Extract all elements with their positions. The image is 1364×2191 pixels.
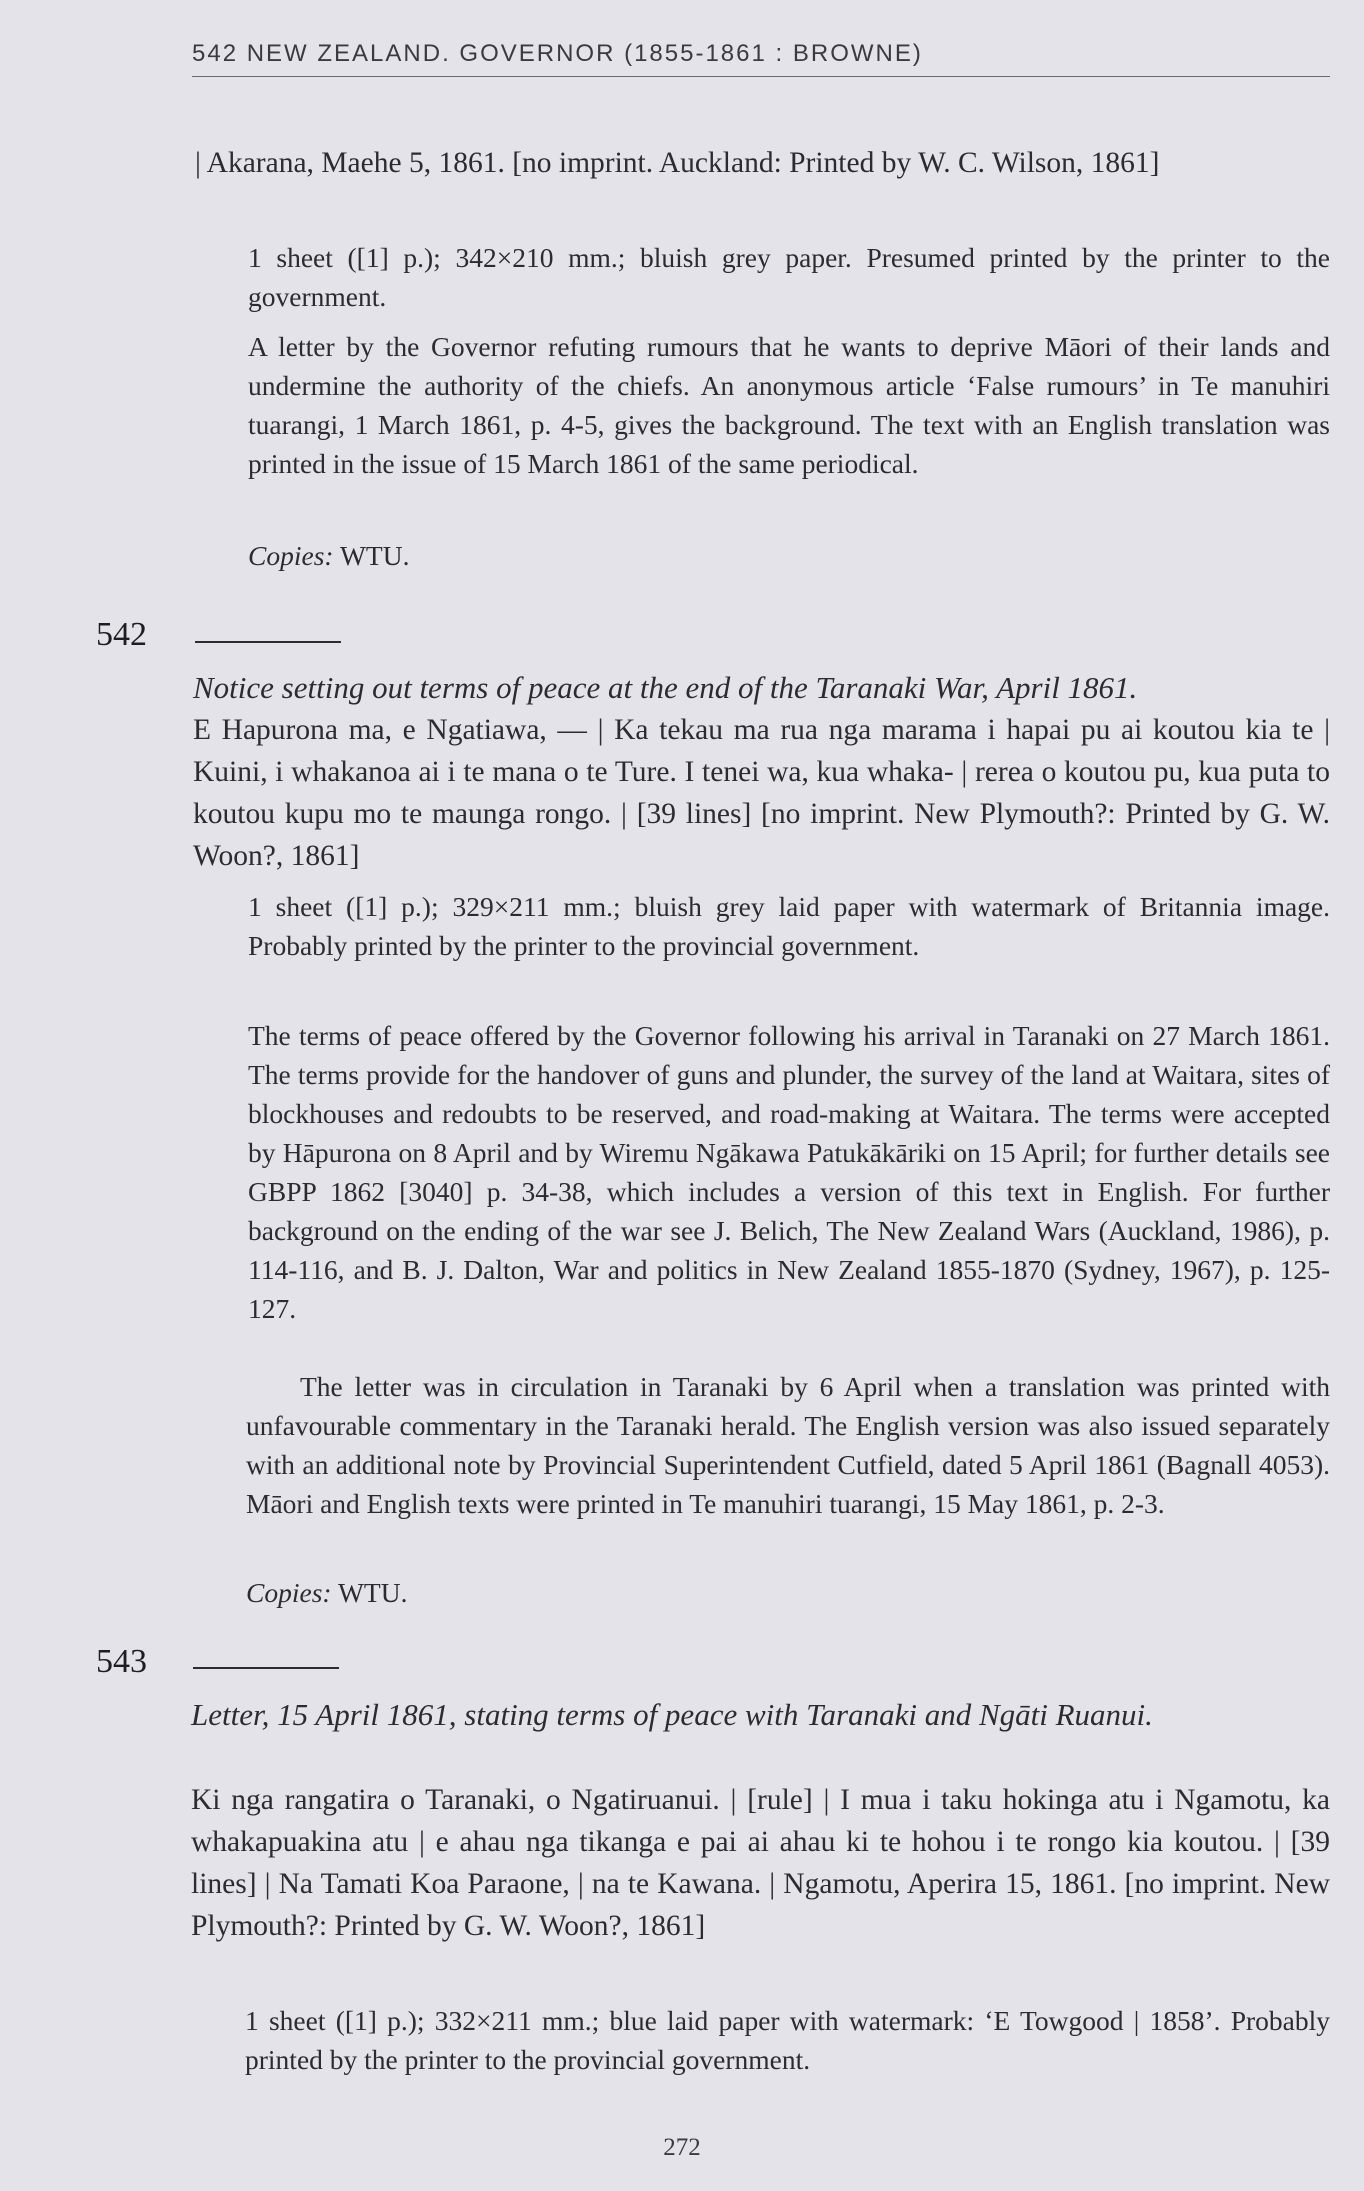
entry-number-543: 543 — [96, 1643, 147, 1680]
continuation-note: A letter by the Governor refuting rumours that he wants to deprive Māori of their lands and undermine the authority of the chiefs. An anonymous article ‘False rumours’ in Te manuhiri tuarangi, 1 March 1861, p. 4-5, gives the background. The text with an English translation was printed in the issue of 15 March 1861 of the same periodical. — [248, 331, 1330, 479]
continuation-imprint: | Akarana, Maehe 5, 1861. [no imprint. Auckland: Printed by W. C. Wilson, 1861] — [195, 147, 1160, 179]
entry-title-542: Notice setting out terms of peace at the end of the Taranaki War, April 1861. — [193, 670, 1138, 705]
entry-text-542: E Hapurona ma, e Ngatiawa, — | Ka tekau ma rua nga marama i hapai pu ai koutou kia te | Kuini, i whakanoa ai i te mana o te Ture. I tenei wa, kua whaka- | rerea o koutou pu, kua puta to koutou kupu mo te maunga rongo. | [39 lines] [no imprint. New Plymouth?: Printed by G. W. Woon?, 1861] — [193, 714, 1330, 872]
entry-description-543: 1 sheet ([1] p.); 332×211 mm.; blue laid paper with watermark: ‘E Towgood | 1858’. Probably printed by the printer to the provincial government. — [245, 2005, 1330, 2075]
entry-note-542: The terms of peace offered by the Governor following his arrival in Taranaki on 27 March 1861. The terms provide for the handover of guns and plunder, the survey of the land at Waitara, sites of blockhouses and redoubts to be reserved, and road-making at Waitara. The terms were accepted by Hāpurona on 8 April and by Wiremu Ngākawa Patukākāriki on 15 April; for further details see GBPP 1862 [3040] p. 34-38, which includes a version of this text in English. For further background on the ending of the war see J. Belich, The New Zealand Wars (Auckland, 1986), p. 114-116, and B. J. Dalton, War and politics in New Zealand 1855-1870 (Sydney, 1967), p. 125-127. — [248, 1020, 1330, 1324]
copies-label: Copies: — [246, 1577, 332, 1608]
continuation-description: 1 sheet ([1] p.); 342×210 mm.; bluish grey paper. Presumed printed by the printer to the government. — [248, 242, 1330, 312]
running-head: 542 NEW ZEALAND. GOVERNOR (1855-1861 : BROWNE) — [192, 40, 923, 67]
entry-rule-542 — [195, 641, 341, 643]
entry-copies-542 — [246, 1573, 407, 1612]
entry-number-542: 542 — [96, 616, 147, 653]
page-number: 272 — [663, 2134, 701, 2161]
entry-rule-543 — [193, 1667, 339, 1669]
entry-description-542: 1 sheet ([1] p.); 329×211 mm.; bluish grey laid paper with watermark of Britannia image. Probably printed by the printer to the provincial government. — [248, 891, 1330, 961]
entry-title-543: Letter, 15 April 1861, stating terms of peace with Taranaki and Ngāti Ruanui. — [191, 1697, 1153, 1732]
entry-note-542-second: The letter was in circulation in Taranaki by 6 April when a translation was printed with unfavourable commentary in the Taranaki herald. The English version was also issued separately with an additional note by Provincial Superintendent Cutfield, dated 5 April 1861 (Bagnall 4053). Māori and English texts were printed in Te manuhiri tuarangi, 15 May 1861, p. 2-3. — [246, 1371, 1330, 1519]
copies-value: WTU. — [339, 540, 410, 571]
entry-text-543: Ki nga rangatira o Taranaki, o Ngatiruanui. | [rule] | I mua i taku hokinga atu i Ngamotu, ka whakapuakina atu | e ahau nga tikanga e pai ai ahau ki te hohou i te rongo kia koutou. | [39 lines] | Na Tamati Koa Paraone, | na te Kawana. | Ngamotu, Aperira 15, 1861. [no imprint. New Plymouth?: Printed by G. W. Woon?, 1861] — [191, 1784, 1330, 1942]
continuation-copies — [248, 536, 409, 575]
header-rule — [192, 76, 1330, 77]
copies-label: Copies: — [248, 540, 334, 571]
copies-value: WTU. — [337, 1577, 408, 1608]
